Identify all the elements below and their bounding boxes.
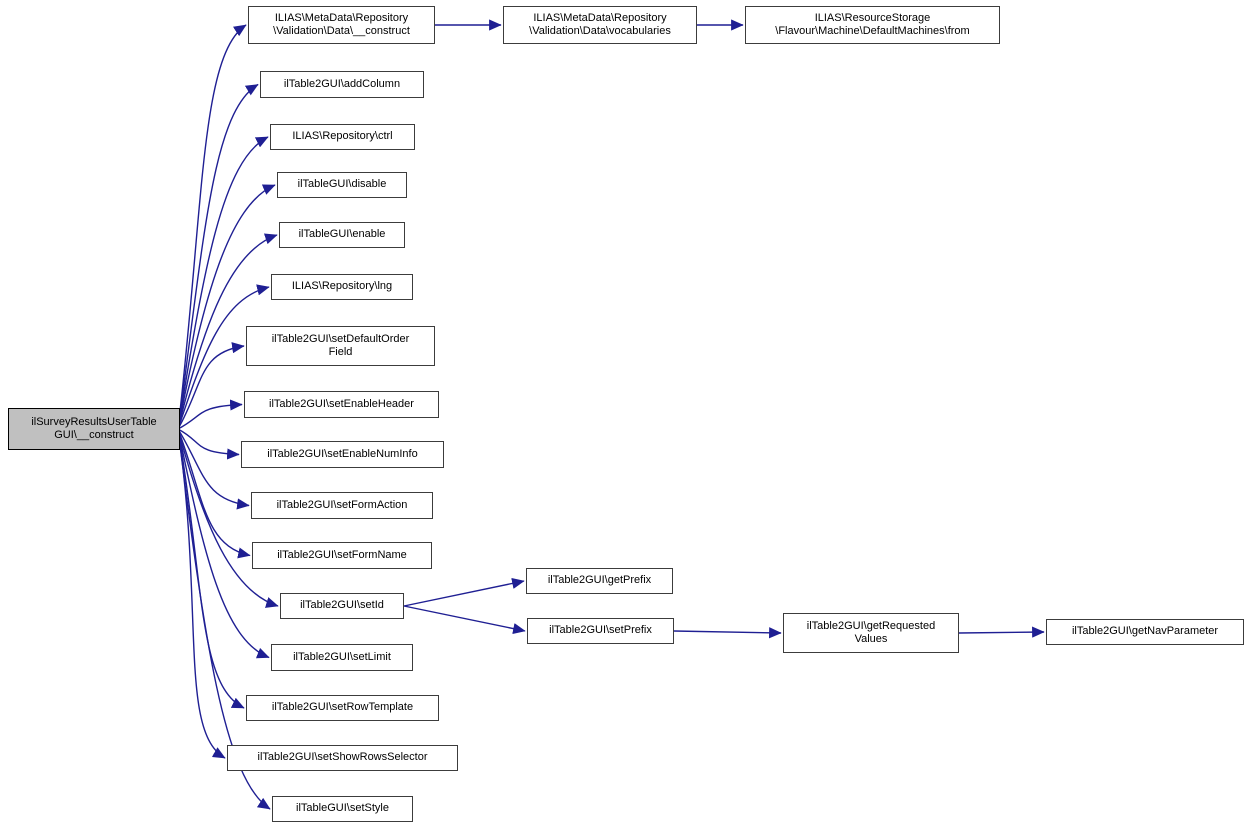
graph-node-lng[interactable]: ILIAS\Repository\lng [271,274,413,300]
graph-node-enable[interactable]: ilTableGUI\enable [279,222,405,248]
graph-node-defaultMachinesFrom[interactable]: ILIAS\ResourceStorage \Flavour\Machine\DefaultMachines\from [745,6,1000,44]
graph-node-disable[interactable]: ilTableGUI\disable [277,172,407,198]
graph-node-setRowTemplate[interactable]: ilTable2GUI\setRowTemplate [246,695,439,721]
graph-node-setShowRowsSelector[interactable]: ilTable2GUI\setShowRowsSelector [227,745,458,771]
graph-node-setDefaultOrderField[interactable]: ilTable2GUI\setDefaultOrder Field [246,326,435,366]
graph-node-mdConstruct[interactable]: ILIAS\MetaData\Repository \Validation\Data\__construct [248,6,435,44]
graph-node-setEnableNumInfo[interactable]: ilTable2GUI\setEnableNumInfo [241,441,444,468]
graph-node-setPrefix[interactable]: ilTable2GUI\setPrefix [527,618,674,644]
graph-node-vocabularies[interactable]: ILIAS\MetaData\Repository \Validation\Data\vocabularies [503,6,697,44]
graph-node-setStyle[interactable]: ilTableGUI\setStyle [272,796,413,822]
graph-node-addColumn[interactable]: ilTable2GUI\addColumn [260,71,424,98]
graph-node-setFormName[interactable]: ilTable2GUI\setFormName [252,542,432,569]
graph-node-getRequestedValues[interactable]: ilTable2GUI\getRequested Values [783,613,959,653]
graph-node-getPrefix[interactable]: ilTable2GUI\getPrefix [526,568,673,594]
graph-node-setId[interactable]: ilTable2GUI\setId [280,593,404,619]
graph-node-root: ilSurveyResultsUserTable GUI\__construct [8,408,180,450]
graph-node-getNavParameter[interactable]: ilTable2GUI\getNavParameter [1046,619,1244,645]
graph-node-setLimit[interactable]: ilTable2GUI\setLimit [271,644,413,671]
graph-node-ctrl[interactable]: ILIAS\Repository\ctrl [270,124,415,150]
graph-node-setFormAction[interactable]: ilTable2GUI\setFormAction [251,492,433,519]
graph-node-setEnableHeader[interactable]: ilTable2GUI\setEnableHeader [244,391,439,418]
